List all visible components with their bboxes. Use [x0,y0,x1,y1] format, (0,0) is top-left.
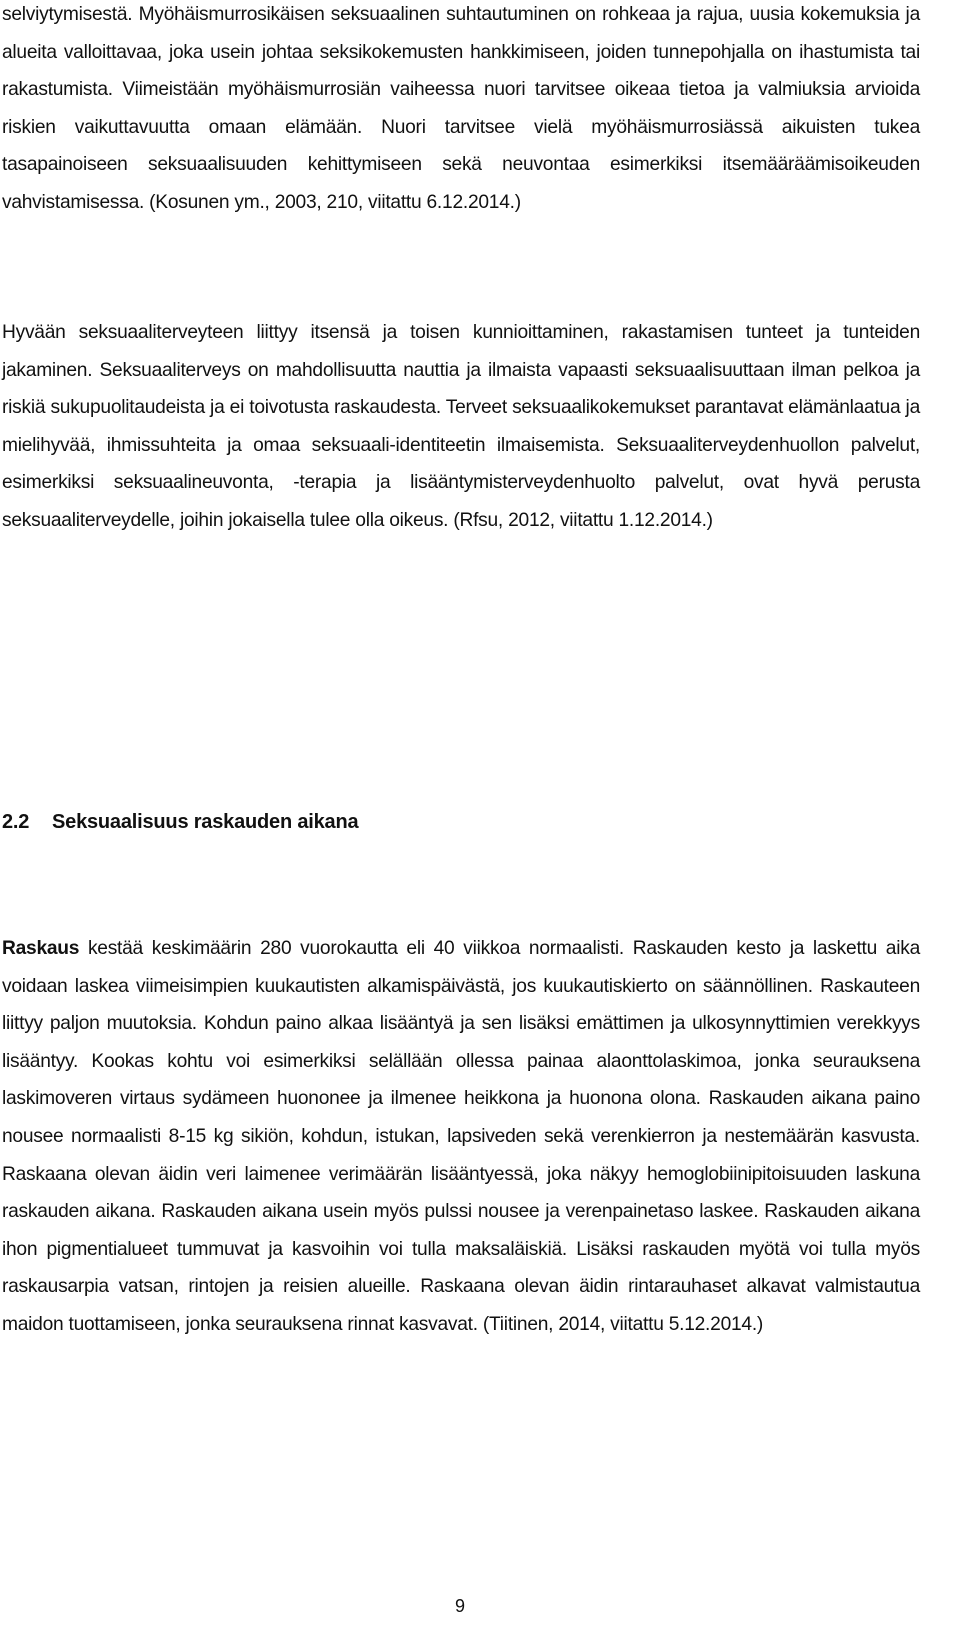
section-heading [2,811,358,834]
body-paragraph-adolescence: selviytymisestä. Myöhäismurrosikäisen seksuaalinen suhtautuminen on rohkeaa ja rajua, uusia kokemuksia ja alueita valloittavaa, joka usein johtaa seksikokemusten hankkimiseen, joiden tunnepohjalla on ihastumista tai rakastumista. Viimeistään myöhäismurrosiän vaiheessa nuori tarvitsee oikeaa tietoa ja valmiuksia arvioida riskien vaikuttavuutta omaan elämään. Nuori tarvitsee vielä myöhäismurrosiässä aikuisten tukea tasapainoiseen seksuaalisuuden kehittymiseen sekä neuvontaa esimerkiksi itsemääräämisoikeuden vahvistamisessa. (Kosunen ym., 2003, 210, viitattu 6.12.2014.) [2,4,920,213]
bold-term: Raskaus [2,938,80,959]
page-number: 9 [454,1596,465,1616]
body-paragraph-pregnancy [2,930,920,1344]
section-title: Seksuaalisuus raskauden aikana [52,811,359,833]
section-number: 2.2 [2,811,30,833]
body-paragraph-sexual-health: Hyvään seksuaaliterveyteen liittyy itsensä ja toisen kunnioittaminen, rakastamisen tunteet ja tunteiden jakaminen. Seksuaaliterveys on mahdollisuutta nauttia ja ilmaista vapaasti seksuaalisuuttaan ilman pelkoa ja riskiä sukupuolitaudeista ja ei toivotusta raskaudesta. Terveet seksuaalikokemukset parantavat elämänlaatua ja mielihyvää, ihmissuhteita ja omaa seksuaali-identiteetin ilmaisemista. Seksuaaliterveydenhuollon palvelut, esimerkiksi seksuaalineuvonta, -terapia ja lisääntymisterveydenhuolto palvelut, ovat hyvä perusta seksuaaliterveydelle, joihin jokaisella tulee olla oikeus. (Rfsu, 2012, viitattu 1.12.2014.) [2,322,920,531]
paragraph-text: kestää keskimäärin 280 vuorokautta eli 40 viikkoa normaalisti. Raskauden kesto ja laskettu aika voidaan laskea viimeisimpien kuukautisten alkamispäivästä, jos kuukautiskierto on säännöllinen. Raskauteen liittyy paljon muutoksia. Kohdun paino alkaa lisääntyä ja sen lisäksi emättimen ja ulkosynnyttimien verekkyys lisääntyy. Kookas kohtu voi esimerkiksi selällään ollessa painaa alaonttolaskimoa, jonka seurauksena laskimoveren virtaus sydämeen huononee ja ilmenee heikkona ja huonona olona. Raskauden aikana paino nousee normaalisti 8-15 kg sikiön, kohdun, istukan, lapsiveden sekä verenkierron ja nestemäärän kasvusta. Raskaana olevan äidin veri laimenee verimäärän lisääntyessä, joka näkyy hemoglobiinipitoisuuden laskuna raskauden aikana. Raskauden aikana usein myös pulssi nousee ja verenpainetaso laskee. Raskauden aikana ihon pigmentialueet tummuvat ja kasvoihin voi tulla maksaläiskiä. Lisäksi raskauden myötä voi tulla myös raskausarpia vatsan, rintojen ja reisien alueille. Raskaana olevan äidin rintarauhaset alkavat valmistautua maidon tuottamiseen, jonka seurauksena rinnat kasvavat. (Tiitinen, 2014, viitattu 5.12.2014.) [2,938,920,1335]
